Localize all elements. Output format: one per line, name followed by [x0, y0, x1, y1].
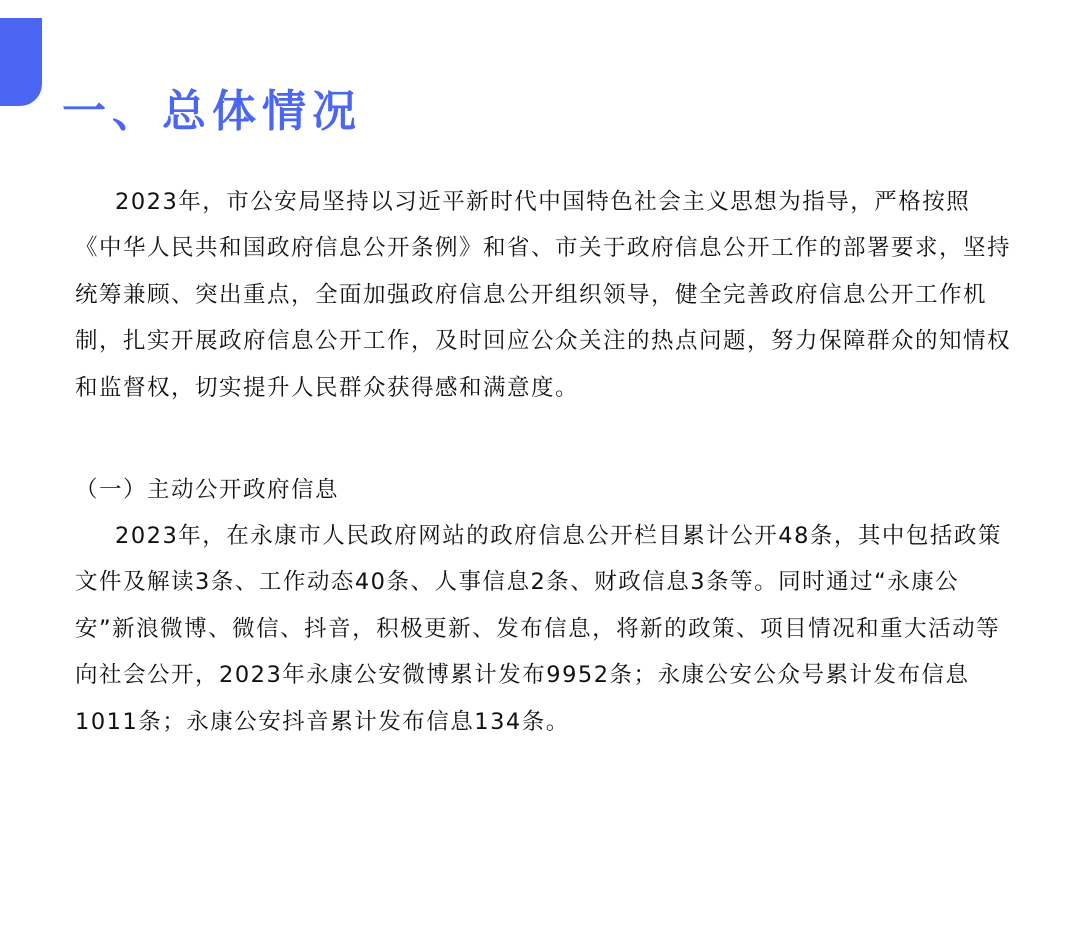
subsection-heading: （一）主动公开政府信息 [75, 477, 340, 504]
document-body [75, 179, 1015, 745]
overview-paragraph: 2023年，市公安局坚持以习近平新时代中国特色社会主义思想为指导，严格按照《中华人民共和国政府信息公开条例》和省、市关于政府信息公开工作的部署要求，坚持统筹兼顾、突出重点，全面加强政府信息公开组织领导，健全完善政府信息公开工作机制，扎实开展政府信息公开工作，及时回应公众关注的热点问题，努力保障群众的知情权和监督权，切实提升人民群众获得感和满意度。 [75, 189, 1012, 401]
section-spacer [75, 411, 1015, 467]
section-title: 一、总体情况 [62, 86, 362, 137]
subsection-paragraph: 2023年，在永康市人民政府网站的政府信息公开栏目累计公开48条，其中包括政策文件及解读3条、工作动态40条、人事信息2条、财政信息3条等。同时通过“永康公安”新浪微博、微信、抖音，积极更新、发布信息，将新的政策、项目情况和重大活动等向社会公开，2023年永康公安微博累计发布9952条；永康公安公众号累计发布信息1011条；永康公安抖音累计发布信息134条。 [75, 523, 1002, 735]
accent-tab [0, 18, 42, 106]
